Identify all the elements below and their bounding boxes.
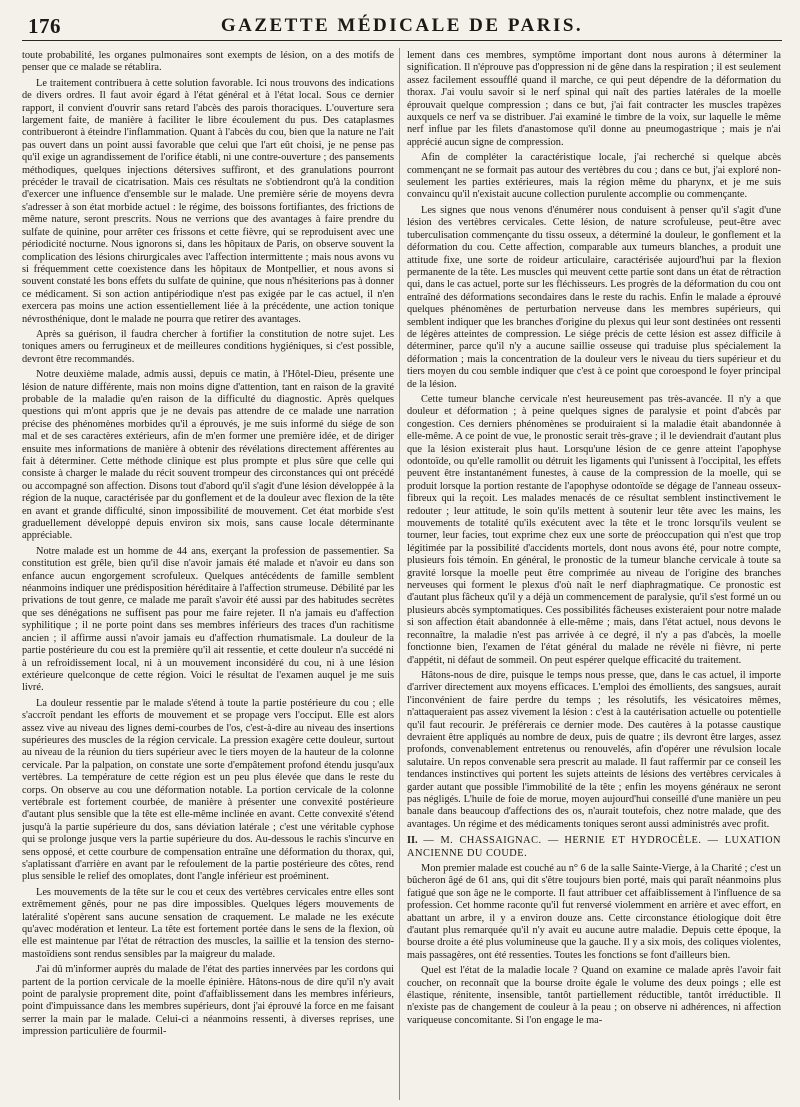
journal-title: GAZETTE MÉDICALE DE PARIS. bbox=[220, 15, 584, 36]
paragraph: Les signes que nous venons d'énumérer nous conduisent à penser qu'il s'agit d'une lésion des vertèbres cervicales. Cette lésion, de nature scrofuleuse, peut-être avec tuberculisation commençante du tissu osseux, a déterminé la douleur, le gonflement et la déformation du cou. Cette affection, comparable aux tumeurs blanches, a produit une attitude fixe, une sorte de roideur articulaire, caractérisée aujourd'hui par la flexion permanente de la tête. Les muscles qui meuvent cette partie sont dans un état de rétraction qui, dans le cas actuel, porte sur les fléchisseurs. Les progrès de la déformation du cou ont entraîné des déformations secondaires dans le reste du rachis. Enfin le malade a éprouvé quelques phénomènes de perturbation nerveuse dans les membres supérieurs, qui semblent indiquer que les branches d'origine du plexus qui leur sont destinées ont ressenti de légères atteintes de compression. Le siége précis de cette lésion est assez difficile à déterminer, parce qu'il n'y a aucune saillie osseuse qui traduise plus spécialement la déformation ; mais la concentration de la douleur vers le niveau du tiers supérieur et du tiers moyen du cou semble indiquer que c'est à ce point que coroespond le foyer principal de la lésion. bbox=[407, 204, 781, 390]
paragraph: Hâtons-nous de dire, puisque le temps nous presse, que, dans le cas actuel, il importe d'arriver directement aux moyens efficaces. L'emploi des émollients, des sangsues, aurait l'inconvénient de faire perdre du temps ; les résolutifs, les vésicatoires mêmes, n'attaqueraient pas assez vivement la lésion : c'est à la cautérisation actuelle ou potentielle qu'il faut recourir. Je préférerais ce dernier mode. Des cautères à la potasse caustique devraient être appliqués au nombre de deux, puis de quatre ; ils devront être larges, assez profonds, convenablement entretenus ou renouvelés, afin d'opérer une révulsion locale salutaire. Un repos convenable sera prescrit au malade. Il faut raffermir par ce conseil les tendances instinctives qui portent les sujets atteints de lésions des vertèbres cervicales à garder autant que possible l'immobilité de la tête ; enfin les moyens généraux ne seront pas négligés. L'huile de foie de morue, moyen aujourd'hui conseillé d'une manière un peu banale dans beaucoup d'affections des os, n'aurait toutefois, chez notre malade, que des avantages. Un régime et des médicaments toniques seront aussi administrés avec profit. bbox=[407, 669, 781, 830]
section-heading bbox=[407, 835, 781, 860]
paragraph: La douleur ressentie par le malade s'étend à toute la partie postérieure du cou ; elle s'accroît pendant les efforts de mouvement et se propage vers l'occiput. Elle est alors assez vive au niveau des lignes demi-courbes de l'os, c'est-à-dire au niveau des insertions supérieures des muscles de la région cervicale. La pression exagère cette douleur, surtout au niveau de la réunion du tiers supérieur avec le tiers moyen de la hauteur de la colonne cervicale. Par la palpation, on constate une sorte d'empâtement profond étendu jusqu'aux vertèbres. La température de cette région est un peu plus élevée que dans le reste du corps. On observe au cou une déformation notable. La portion cervicale de la colonne vertébrale est fortement courbée, de manière à présenter une convexité postérieure d'autant plus sensible que la tête est elle-même inclinée en avant. Cette convexité s'étend jusqu'à la partie supérieure du dos, sans déviation latérale ; c'est une véritable cyphose qui se prolonge jusque vers la partie supérieure du dos. Au-dessous le rachis s'incurve en sens opposé, et cette courbure de compensation entraîne une déformation du thorax, qui, s'aplatissant d'arrière en avant par le refoulement de la partie postérieure des côtes, rend plus sensible le relief des omoplates, dont l'angle inférieur est proéminent. bbox=[22, 697, 394, 883]
page-number: 176 bbox=[28, 14, 61, 38]
paragraph: Mon premier malade est couché au n° 6 de la salle Sainte-Vierge, à la Charité ; c'est un bûcheron âgé de 61 ans, qui dit s'être toujours bien porté, mais qui paraît néanmoins plus fatigué que son âge ne le comporte. Il faut attribuer cet affaiblissement à l'influence de sa profession. Cet homme raconte qu'il fut renversé violemment en arrière et avec effort, en abattant un arbre, il y a environ douze ans. Cette circonstance étiologique doit être d'autant plus remarquée qu'il n'y avait eu aucune autre maladie. Depuis cette époque, la bourse droite a été plus volumineuse que la gauche. Il y a six mois, des coliques violentes, mais passagères, ont été ressenties. Toutes les fonctions se font d'ailleurs bien. bbox=[407, 863, 781, 961]
section-number: II. bbox=[407, 835, 418, 847]
page-header bbox=[22, 14, 782, 41]
paragraph: toute probabilité, les organes pulmonaires sont exempts de lésion, on a des motifs de penser que ce malade se rétablira. bbox=[22, 50, 394, 74]
section-title: HERNIE ET HYDROCÈLE. — LUXATION ANCIENNE DU COUDE. bbox=[407, 835, 781, 859]
paragraph: lement dans ces membres, symptôme important dont nous aurons à déterminer la signification. Il n'éprouve pas d'oppression ni de gêne dans la respiration ; il est seulement assez facilement essoufflé quand il marche, ce qui peut dépendre de la déformation du thorax. J'ai voulu savoir si le nerf spinal qui naît des parties latérales de la moelle éprouvait quelque compression ; dans ce but, j'ai fait contracter les muscles trapèzes auxquels ce nerf va se distribuer. J'ai examiné le timbre de la voix, sur laquelle le même nerf influe par les filets d'anastomose qu'il donne au pneumogastrique ; mais je n'ai apprécié aucun signe de compression. bbox=[407, 50, 781, 148]
paragraph: J'ai dû m'informer auprès du malade de l'état des parties innervées par les cordons qui partent de la portion cervicale de la moelle épinière. Hâtons-nous de dire qu'il n'y avait point de paralysie proprement dite, point d'affaiblissement dans les membres inférieurs, point d'impuissance dans les membres supérieurs, dont j'ai éprouvé la force en me faisant serrer la main par le malade. Celui-ci a néanmoins ressenti, à diverses reprises, une impression particulière de fourmil- bbox=[22, 964, 394, 1038]
right-column bbox=[407, 50, 781, 1100]
paragraph: Afin de compléter la caractéristique locale, j'ai recherché si quelque abcès commençant ne se formait pas autour des vertèbres du cou ; dans ce but, j'ai exploré non-seulement les parties extérieures, mais la région même du pharynx, et je me suis convaincu qu'il n'existait aucune collection purulente accomplie ou commençante. bbox=[407, 152, 781, 201]
section-author: — M. CHASSAIGNAC. — bbox=[423, 835, 559, 847]
paragraph: Quel est l'état de la maladie locale ? Quand on examine ce malade après l'avoir fait coucher, on reconnaît que la bourse droite égale le volume des deux poings ; elle est élastique, rénitente, insensible, tantôt partiellement réductible, tantôt irréductible. Il n'existe pas de changement de couleur à la peau ; on observe ni adhérences, ni affection variqueuse concomitante. Si l'on engage le ma- bbox=[407, 965, 781, 1026]
left-column bbox=[22, 50, 394, 1100]
paragraph: Les mouvements de la tête sur le cou et ceux des vertèbres cervicales entre elles sont extrêmement gênés, pour ne pas dire impossibles. Quelques légers mouvements de latéralité s'opèrent sans aucune sensation de craquement. Le malade ne les exécute qu'avec modération et lenteur. La tête est fortement portée dans le sens de la flexion, où elle est maintenue par l'état de rétraction des muscles, la saillie et la tension des sterno-mastoïdiens sont rendus sensibles par la maigreur du malade. bbox=[22, 886, 394, 960]
paragraph: Cette tumeur blanche cervicale n'est heureusement pas très-avancée. Il n'y a que douleur et déformation ; à peine quelques signes de paralysie et point d'abcès par congestion. Ces derniers phénomènes se produiraient si la maladie était abandonnée à elle-même. A ce point de vue, le pronostic serait très-grave ; il le deviendrait d'autant plus que la lésion existerait plus haut. Lorsqu'une lésion de ce genre atteint l'apophyse odontoïde, ou qu'elle ramollit ou détruit les ligaments qui l'unissent à l'occipital, les effets peuvent être instantanément funestes, à cause de la compression de la moelle, qui se produit lorsque la portion restante de l'apophyse odontoïde se dégage de l'anneau osseux-fibreux qui la reçoit. Les malades menacés de ce résultat semblent instinctivement le redouter ; leur attitude, le soin qu'ils mettent à soutenir leur tête avec les mains, les mouvements de totalité qu'ils exécutent avec la tête et le tronc lorsqu'ils veulent se tourner, leur facies, tout exprime chez eux une sorte de préoccupation qui n'est que trop légitimée par la possibilité d'accidents mortels, dont nous avons été, pour notre compte, plusieurs fois témoin. En général, le pronostic de la tumeur blanche cervicale à toute sa gravité lorsque la moelle peut être comprimée au niveau de l'origine des branches nerveuses qui forment le plexus d'où naît le nerf diaphragmatique. Ce pronostic est d'autant plus fâcheux qu'il y a déjà un commencement de paralysie, qu'il s'est formé un ou plusieurs abcès symptomatiques. Ces possibilités fâcheuses existeraient pour notre malade si son affection était abandonnée à elle-même ; mais, dans l'état actuel, nous devons le reconnaître, la maladie n'est pas arrivée à ce degré, il n'y a pas d'abcès, la moelle fonctionne bien, l'examen de l'état général du malade ne révèle ni fièvre, ni perte d'appétit, ni défaut de sommeil. On peut espérer quelque efficacité du traitement. bbox=[407, 393, 781, 666]
paragraph: Après sa guérison, il faudra chercher à fortifier la constitution de notre sujet. Les toniques amers ou ferrugineux et de meilleures conditions hygiéniques, si c'est possible, devront être recommandés. bbox=[22, 328, 394, 365]
paragraph: Notre deuxième malade, admis aussi, depuis ce matin, à l'Hôtel-Dieu, présente une lésion de nature différente, mais non moins digne d'attention, tant en raison de la gravité probable de la maladie qu'en raison de la difficulté du diagnostic. Après quelques questions qui m'ont appris que je ne devais pas attendre de ce malade une narration précise des phénomènes morbides qu'il a éprouvés, je me suis informé du siége de son mal et de ses caractères extérieurs, afin de m'en former une première idée, et de diriger ensuite mes informations de manière à obtenir des révélations directement afférentes au fait à déterminer. Cette méthode clinique est plus prompte et plus sûre que celle qui consiste à charger le malade du récit souvent trompeur des circonstances qui ont précédé ou accompagné son affection. Disons tout d'abord qu'il s'agit d'une lésion développée à la région de la nuque, caractérisée par du gonflement et de la douleur avec flexion de la tête en avant et grande difficulté, sinon impossibilité de mouvement. Cet état morbide s'est graduellement développé depuis environ six mois, sans cause locale déterminante appréciable. bbox=[22, 369, 394, 542]
paragraph: Le traitement contribuera à cette solution favorable. Ici nous trouvons des indications de divers ordres. Il faut avoir égard à l'état général et à l'état local. Sous ce dernier rapport, il convient d'ouvrir sans retard l'abcès des parois thoraciques. L'ouverture sera largement faite, de manière à faciliter le libre écoulement du pus. Des cataplasmes contribueront à éteindre l'inflammation. Quant à l'abcès du cou, bien que la nature ne l'ait pas ouvert dans un point aussi favorable que celui que l'art eût choisi, je ne pense pas qu'il exige un agrandissement de l'orifice établi, ni une contre-ouverture ; des pansements méthodiques, quelques injections détersives suffiront, et des granulations pourront précéder le travail de cicatrisation. Mais ces résultats ne s'obtiendront qu'à la condition d'exercer une influence d'ensemble sur le malade. Une première série de moyens devra s'adresser à son état morbide actuel : le régime, des boissons fortifiantes, des frictions de même nature, seront prescrits. Nous ne verrions que des avantages à faire prendre du sulfate de quinine, pour arrêter ces frissons et cette fièvre, qui se reproduisent avec une périodicité nocturne. Nous ignorons si, dans les hôpitaux de Paris, on observe souvent la complication des lésions chirurgicales avec l'affection intermittente ; mais nous avons vu si fréquemment cette coexistence dans les hôpitaux de Montpellier, et nous avons si souvent constaté les bons effets du sulfate de quinine, que nous n'hésiterions pas à donner ce médicament. Si son action antipériodique n'est pas exigée par le cas actuel, il n'en exercera pas moins une action essentiellement liée à la précédente, une action tonique névrosthénique, dont le malade ne pourra que retirer des avantages. bbox=[22, 77, 394, 325]
paragraph: Notre malade est un homme de 44 ans, exerçant la profession de passementier. Sa constitution est grêle, bien qu'il dise n'avoir jamais été malade et n'avoir eu dans son enfance aucun engorgement scrofuleux. Quelques antécédents de famille semblent néanmoins indiquer une prédisposition héréditaire à l'affection strumeuse. Débilité par les privations de tout genre, ce malade me paraît s'avoir été aussi par des habitudes secrètes que ses dénégations ne suffisent pas pour me faire rejeter. Il n'a jamais eu d'affection syphilitique ; il ne porte point dans ses membres inférieurs des traces d'un rachitisme ancien ; il affirme aussi n'avoir jamais eu d'affection rhumatismale. La douleur de la partie postérieure du cou est la première qu'il ait ressentie, et cette douleur n'a succédé ni à un refroidissement local, ni à un mouvement inconsidéré du cou, ni à une lésion extérieure quelconque de cette région. Voici le résultat de l'examen auquel je me suis livré. bbox=[22, 545, 394, 694]
column-divider bbox=[399, 48, 400, 1100]
